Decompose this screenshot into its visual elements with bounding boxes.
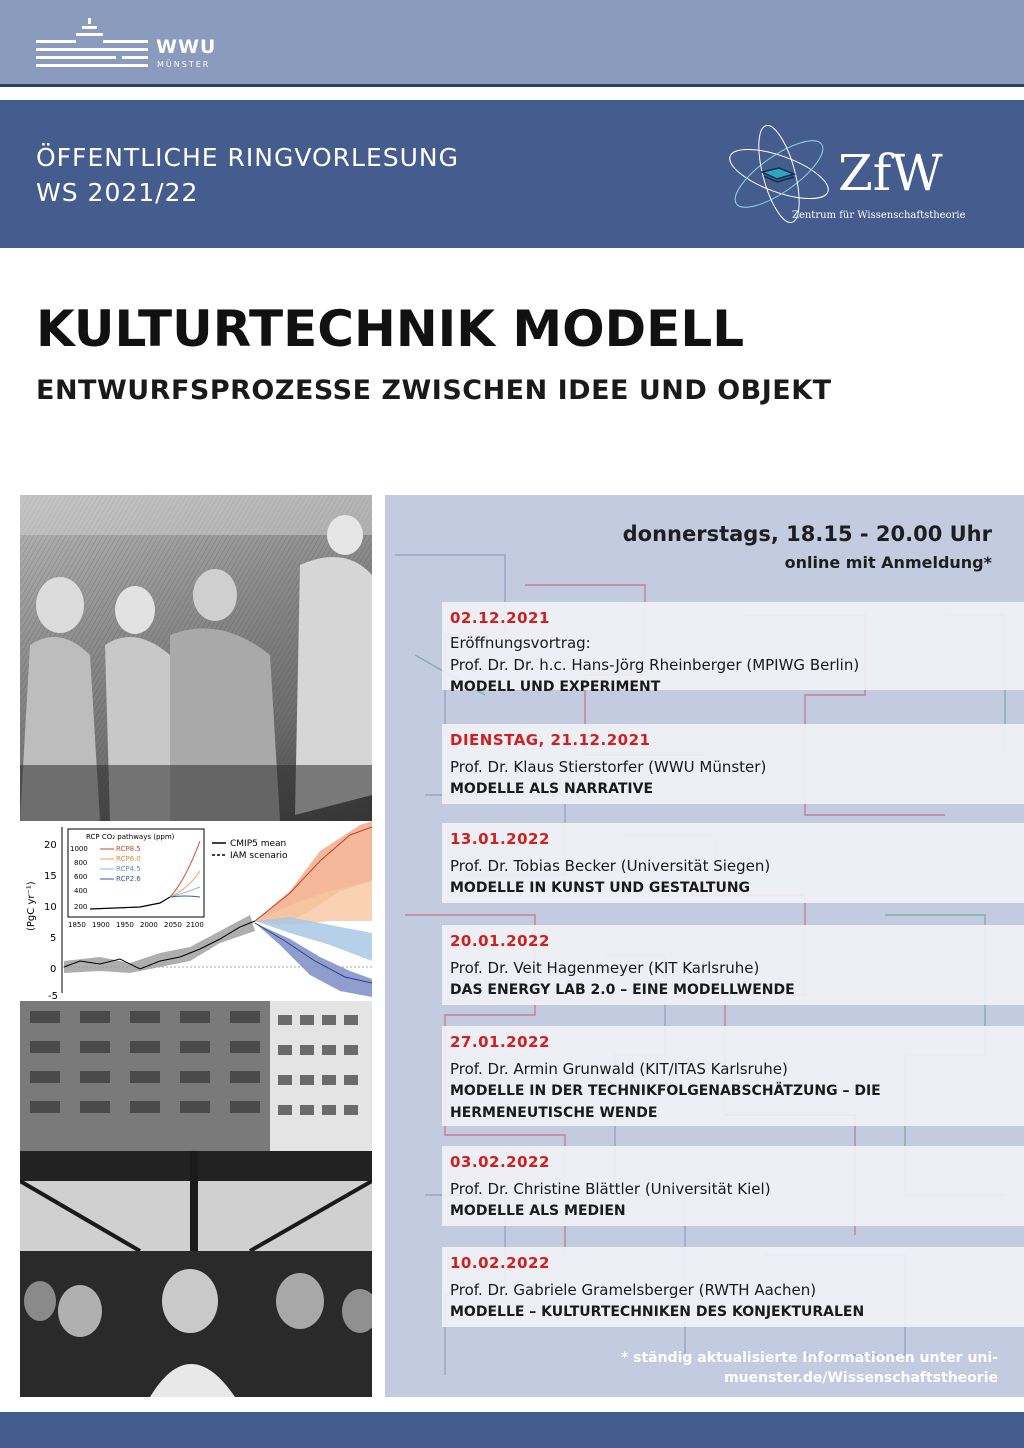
event-topic: MODELLE – KULTURTECHNIKEN DES KONJEKTURALEN [450,1304,865,1320]
event-card [442,823,1024,903]
y-tick: 20 [44,840,57,851]
event-topic: MODELL UND EXPERIMENT [450,679,661,695]
event-speaker: Prof. Dr. Christine Blättler (Universität Kiel) [450,1180,771,1198]
inset-y-tick: 800 [74,859,88,867]
event-card [442,1146,1024,1226]
y-tick: 0 [50,964,57,975]
event-date: 20.01.2022 [450,932,550,950]
inset-x-tick: 2000 [140,921,158,929]
content-area [0,495,1024,1400]
inset-x-tick: 1850 [68,921,86,929]
wwu-logo-text: WWU [156,36,217,58]
event-speaker: Prof. Dr. Klaus Stierstorfer (WWU Münster) [450,758,767,776]
event-speaker: Prof. Dr. Dr. h.c. Hans-Jörg Rheinberger (MPIWG Berlin) [450,656,860,674]
legend-mean: CMIP5 mean [230,839,287,849]
rcp-label: RCP2.6 [116,875,141,883]
event-topic: MODELLE ALS MEDIEN [450,1203,626,1219]
schedule-online: online mit Anmeldung* [784,553,992,572]
event-date: 13.01.2022 [450,830,550,848]
event-topic: MODELLE IN DER TECHNIKFOLGENABSCHÄTZUNG – DIE [450,1083,881,1099]
inset-y-tick: 600 [74,873,88,881]
event-card [442,1247,1024,1327]
event-date: 02.12.2021 [450,609,550,627]
series-heading [36,140,459,210]
zfw-title: ZfW [838,144,943,202]
series-line-1: ÖFFENTLICHE RINGVORLESUNG [36,143,459,172]
main-title: KULTURTECHNIK MODELL [36,300,745,358]
inset-x-tick: 1950 [116,921,134,929]
event-topic: MODELLE IN KUNST UND GESTALTUNG [450,880,751,896]
series-line-2: WS 2021/22 [36,178,199,207]
event-topic-continued: HERMENEUTISCHE WENDE [450,1105,658,1121]
event-card [442,602,1024,695]
inset-y-tick: 1000 [70,845,88,853]
y-tick: -5 [48,991,58,1001]
top-divider [0,84,1024,87]
event-card [442,1026,1024,1126]
event-topic: MODELLE ALS NARRATIVE [450,781,654,797]
inset-x-tick: 2050 [164,921,182,929]
crowd-photo [20,1001,372,1397]
event-topic: DAS ENERGY LAB 2.0 – EINE MODELLWENDE [450,982,795,998]
event-card [442,724,1024,804]
y-tick: 15 [44,871,57,882]
inset-y-tick: 200 [74,903,88,911]
footnote-link[interactable]: muenster.de/Wissenschaftstheorie [724,1370,998,1386]
zfw-logo [724,116,974,236]
event-card [442,925,1024,1005]
y-axis-label: (PgC yr⁻¹) [26,881,37,931]
engraving-image [20,495,372,821]
footnote [621,1348,998,1388]
legend-iam: IAM scenario [230,851,288,861]
schedule-time: donnerstags, 18.15 - 20.00 Uhr [622,522,992,546]
schedule-panel [385,495,1024,1397]
event-speaker: Prof. Dr. Gabriele Gramelsberger (RWTH Aachen) [450,1281,817,1299]
footnote-line-1: * ständig aktualisierte Informationen unter uni- [620,1350,998,1366]
top-bar [0,0,1024,84]
header-band [0,100,1024,248]
inset-y-tick: 400 [74,887,88,895]
y-tick: 5 [50,933,57,944]
wwu-logo-mark [36,18,148,70]
event-speaker: Prof. Dr. Armin Grunwald (KIT/ITAS Karlsruhe) [450,1060,788,1078]
image-collage [20,495,372,1397]
event-date: DIENSTAG, 21.12.2021 [450,731,651,749]
bottom-bar [0,1412,1024,1448]
emissions-chart [20,821,372,1001]
wwu-logo-subtext: MÜNSTER [157,60,211,69]
rcp-label: RCP6.0 [116,855,141,863]
inset-x-tick: 1900 [92,921,110,929]
event-date: 10.02.2022 [450,1254,550,1272]
wwu-logo [36,18,236,72]
inset-x-tick: 2100 [186,921,204,929]
inset-title: RCP CO₂ pathways (ppm) [86,833,175,841]
zfw-subtitle: Zentrum für Wissenschaftstheorie [792,210,966,221]
rcp-label: RCP8.5 [116,845,141,853]
event-date: 27.01.2022 [450,1033,550,1051]
event-date: 03.02.2022 [450,1153,550,1171]
event-speaker: Prof. Dr. Veit Hagenmeyer (KIT Karlsruhe) [450,959,760,977]
rcp-label: RCP4.5 [116,865,141,873]
sub-title: ENTWURFSPROZESSE ZWISCHEN IDEE UND OBJEKT [36,375,832,406]
event-intro: Eröffnungsvortrag: [450,634,591,652]
event-speaker: Prof. Dr. Tobias Becker (Universität Siegen) [450,857,771,875]
y-tick: 10 [44,902,57,913]
